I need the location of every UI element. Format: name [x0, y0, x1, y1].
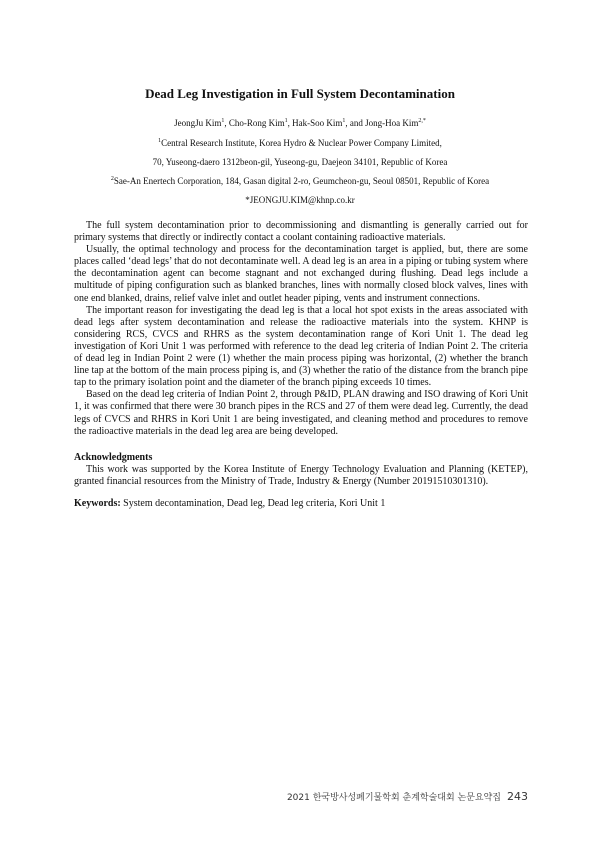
- affiliation-mark: 1: [158, 138, 162, 144]
- affiliation-text: Sae-An Enertech Corporation, 184, Gasan digital 2-ro, Geumcheon-gu, Seoul 08501, Republic of Korea: [113, 176, 490, 186]
- keywords-text: System decontamination, Dead leg, Dead leg criteria, Kori Unit 1: [120, 497, 386, 509]
- author-affiliation-mark: 1: [221, 118, 225, 124]
- body-paragraph: Based on the dead leg criteria of Indian Point 2, through P&ID, PLAN drawing and ISO drawing of Kori Unit 1, it was confirmed that there were 30 branch pipes in the RCS and 27 of them were dead leg. Currently, the dead legs of CVCS and RHRS in Kori Unit 1 are being investigated, and cleaning method and procedures to remove the radioactive materials in the dead leg area are being developed.: [74, 389, 528, 437]
- acknowledgments-text: This work was supported by the Korea Institute of Energy Technology Evaluation and Planning (KETEP), granted financial resources from the Ministry of Trade, Industry & Energy (Number 20191510301310).: [74, 463, 528, 487]
- corresponding-email: *JEONGJU.KIM@khnp.co.kr: [245, 195, 355, 205]
- author-name: , Hak-Soo Kim: [287, 118, 343, 128]
- author-name: JeongJu Kim: [174, 118, 222, 128]
- author-affiliation-mark: 2,*: [418, 118, 426, 124]
- author-list: [0, 118, 600, 128]
- author-affiliation-mark: 1: [342, 118, 346, 124]
- affiliation-2: [0, 176, 600, 186]
- body-paragraph: Usually, the optimal technology and process for the decontamination target is applied, but, there are some places called ‘dead legs’ that do not decontaminate well. A dead leg is an area in a piping or tubing system where the decontamination agent can become stagnant and not exchanged during flushing. Dead legs include a multitude of piping configuration such as blanked branches, lines with normally closed block valves, lines with one end blanked, drains, relief valve inlet and outlet header piping, vents and instrument connections.: [74, 244, 528, 304]
- acknowledgments-section: [74, 452, 528, 488]
- page-footer: [287, 790, 528, 803]
- acknowledgments-heading: Acknowledgments: [74, 451, 153, 463]
- affiliation-text: Central Research Institute, Korea Hydro & Nuclear Power Company Limited,: [161, 138, 442, 148]
- abstract-body: [74, 220, 528, 510]
- author-affiliation-mark: 1: [284, 118, 288, 124]
- footer-proceedings-title: 2021 한국방사성폐기물학회 춘계학술대회 논문요약집: [286, 793, 501, 803]
- affiliation-1: [0, 138, 600, 148]
- affiliation-1-address: 70, Yuseong-daero 1312beon-gil, Yuseong-gu, Daejeon 34101, Republic of Korea: [152, 157, 448, 167]
- paper-title: Dead Leg Investigation in Full System Decontamination: [145, 86, 455, 101]
- author-name: , Cho-Rong Kim: [224, 118, 285, 128]
- keywords-label: Keywords:: [74, 497, 121, 509]
- affiliation-mark: 2: [110, 176, 114, 182]
- page-number: 243: [507, 790, 528, 803]
- body-paragraph: The full system decontamination prior to decommissioning and dismantling is generally carried out for primary systems that directly or indirectly contact a coolant containing radioactive materials.: [74, 220, 528, 244]
- body-paragraph: The important reason for investigating the dead leg is that a local hot spot exists in the areas associated with dead legs after system decontamination and release the radioactive materials into the system. KHNP is considering RCS, CVCS and RHRS as the system decontamination range of Kori Unit 1. The dead leg investigation of Kori Unit 1 was performed with reference to the dead leg criteria of Indian Point 2. The criteria of dead leg in Indian Point 2 were (1) whether the main process piping was horizontal, (2) whether the branch line tap at the bottom of the main process piping is, and (3) whether the ratio of the distance from the branch pipe tap to the primary isolation point and the diameter of the branch piping exceeds 10 times.: [74, 304, 528, 389]
- author-name: , and Jong-Hoa Kim: [345, 118, 419, 128]
- keywords-section: [74, 498, 528, 510]
